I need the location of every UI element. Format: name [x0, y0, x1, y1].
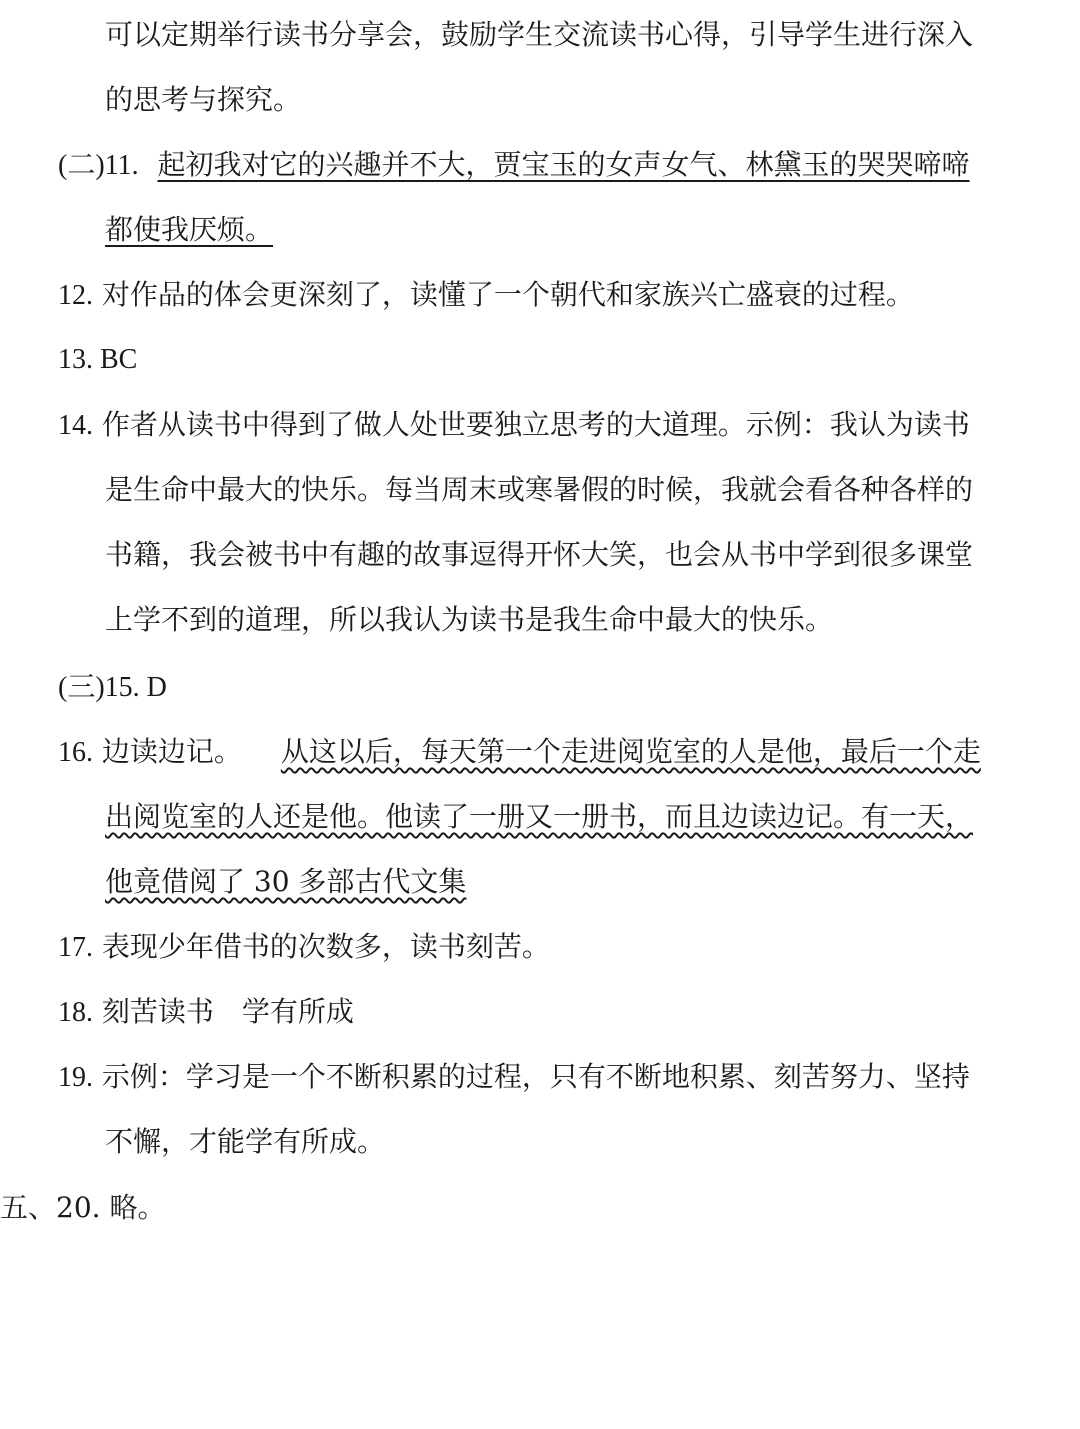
q14-line-1: 作者从读书中得到了做人处世要独立思考的大道理。示例：我认为读书: [101, 408, 970, 441]
q18-answer: 刻苦读书 学有所成: [101, 995, 354, 1028]
q11-answer-line-1: 起初我对它的兴趣并不大，贾宝玉的女声女气、林黛玉的哭哭啼啼: [157, 148, 970, 181]
q12-answer: 对作品的体会更深刻了，读懂了一个朝代和家族兴亡盛衰的过程。: [101, 278, 914, 311]
q18: [58, 992, 354, 1033]
q16-quote-line-1: 从这以后，每天第一个走进阅览室的人是他，最后一个走: [280, 735, 981, 768]
q14: [58, 405, 970, 446]
q11-answer-line-2: 都使我厌烦。: [105, 213, 274, 246]
q16-answer: 边读边记。: [101, 735, 242, 768]
q10-line-2: 的思考与探究。: [105, 83, 302, 116]
q15: [58, 668, 167, 708]
q11: [58, 145, 970, 186]
q19-line-1: 示例：学习是一个不断积累的过程，只有不断地积累、刻苦努力、坚持: [101, 1060, 970, 1093]
q17-answer: 表现少年借书的次数多，读书刻苦。: [101, 930, 550, 963]
q17-label: 17.: [58, 932, 93, 963]
q10-line-1: 可以定期举行读书分享会，鼓励学生交流读书心得，引导学生进行深入: [105, 18, 974, 51]
q15-label: (三)15.: [58, 672, 140, 703]
q17: [58, 927, 550, 968]
q14-line-3: 书籍，我会被书中有趣的故事逗得开怀大笑，也会从书中学到很多课堂: [105, 538, 974, 571]
q11-label: (二)11.: [58, 150, 139, 181]
q13-answer: BC: [100, 344, 138, 375]
q14-line-2: 是生命中最大的快乐。每当周末或寒暑假的时候，我就会看各种各样的: [105, 473, 974, 506]
q14-label: 14.: [58, 410, 93, 441]
q20-label: 五、20.: [0, 1191, 101, 1224]
q15-answer: D: [146, 672, 167, 703]
q16-label: 16.: [58, 737, 93, 768]
q16-quote-line-2: 出阅览室的人还是他。他读了一册又一册书，而且边读边记。有一天，: [105, 800, 974, 833]
q18-label: 18.: [58, 997, 93, 1028]
q14-line-4: 上学不到的道理，所以我认为读书是我生命中最大的快乐。: [105, 603, 834, 636]
q20: [0, 1188, 165, 1228]
q13: [58, 340, 137, 380]
q16: [58, 732, 981, 773]
q13-label: 13.: [58, 344, 93, 375]
q16-quote-line-3: 他竟借阅了 30 多部古代文集: [105, 865, 467, 898]
q20-answer: 略。: [109, 1191, 166, 1224]
q19-line-2: 不懈，才能学有所成。: [105, 1125, 386, 1158]
q12-label: 12.: [58, 280, 93, 311]
q12: [58, 275, 914, 316]
q19-label: 19.: [58, 1062, 93, 1093]
q19: [58, 1057, 970, 1098]
